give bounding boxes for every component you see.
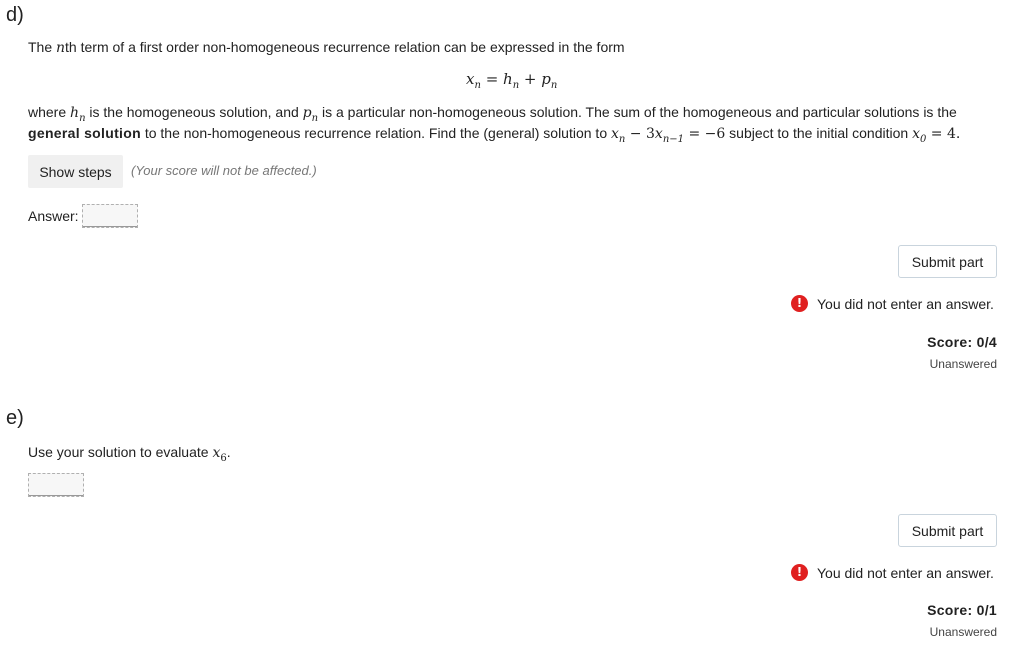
line1-p-sub: n bbox=[311, 112, 319, 124]
formula-h-sub: n bbox=[512, 80, 520, 91]
prompt-period: . bbox=[226, 444, 231, 460]
show-steps-hint: (Your score will not be affected.) bbox=[131, 163, 317, 178]
formula-eq: = bbox=[480, 70, 504, 88]
line1-p: p bbox=[302, 105, 312, 121]
formula-p-sub: n bbox=[550, 80, 558, 91]
part-d-warning-text: You did not enter an answer. bbox=[817, 296, 994, 312]
part-d-intro bbox=[28, 38, 625, 57]
intro-var-n: n bbox=[56, 40, 66, 56]
line1-h: h bbox=[70, 105, 80, 121]
ic-rhs: = 4. bbox=[926, 126, 961, 142]
warning-icon bbox=[791, 295, 808, 312]
warning-glyph: ! bbox=[796, 565, 803, 579]
prompt-x: x bbox=[212, 445, 221, 461]
part-e-warning-text: You did not enter an answer. bbox=[817, 565, 994, 581]
warning-icon bbox=[791, 564, 808, 581]
part-e-answer-input[interactable] bbox=[28, 473, 84, 497]
part-d-submit-button[interactable]: Submit part bbox=[898, 245, 997, 278]
eq-rhs: = −6 bbox=[684, 126, 726, 142]
part-d-score: Score: 0/4 bbox=[927, 334, 997, 350]
eq-x2-sub: n−1 bbox=[662, 133, 684, 145]
prompt-x-sub: 6 bbox=[220, 452, 227, 464]
formula-plus: + bbox=[519, 70, 542, 88]
ic-x-sub: 0 bbox=[919, 133, 927, 145]
general-solution-bold: general solution bbox=[28, 125, 141, 141]
eq-minus: − 3 bbox=[625, 126, 655, 142]
part-d-warning bbox=[791, 295, 808, 313]
line1-text-a: where bbox=[28, 104, 71, 120]
eq-x2: x bbox=[654, 126, 663, 142]
line1-h-sub: n bbox=[79, 112, 86, 124]
part-e-submit-button[interactable]: Submit part bbox=[898, 514, 997, 547]
prompt-text: Use your solution to evaluate bbox=[28, 444, 213, 460]
part-e-status: Unanswered bbox=[929, 625, 997, 639]
formula-x-sub: n bbox=[474, 80, 481, 91]
eq-x: x bbox=[611, 126, 619, 142]
ic-x: x bbox=[912, 126, 920, 142]
line2-text-a: to the non-homogeneous recurrence relation. Find the (general) solution to bbox=[140, 125, 611, 141]
part-d-answer-input[interactable] bbox=[82, 204, 138, 228]
part-d-description-line2 bbox=[28, 124, 960, 149]
part-e-label: e) bbox=[6, 407, 24, 429]
formula-h: h bbox=[503, 70, 513, 88]
part-d-status: Unanswered bbox=[929, 357, 997, 371]
part-d-label: d) bbox=[6, 4, 24, 26]
formula bbox=[466, 70, 557, 95]
intro-text-pre: The bbox=[28, 39, 57, 55]
answer-label: Answer: bbox=[28, 208, 79, 224]
line1-text-c: is a particular non-homogeneous solution. The sum of the homogeneous and particular solutions is the bbox=[318, 104, 957, 120]
eq-x-sub: n bbox=[618, 133, 626, 145]
show-steps-button[interactable]: Show steps bbox=[28, 155, 123, 188]
formula-x: x bbox=[466, 70, 475, 88]
formula-p: p bbox=[541, 70, 551, 88]
part-e-score: Score: 0/1 bbox=[927, 602, 997, 618]
intro-text-post: th term of a first order non-homogeneous recurrence relation can be expressed in the form bbox=[65, 39, 625, 55]
line1-text-b: is the homogeneous solution, and bbox=[85, 104, 303, 120]
part-e-warning bbox=[791, 564, 808, 582]
part-e-prompt bbox=[28, 443, 231, 468]
warning-glyph: ! bbox=[796, 296, 803, 310]
line2-text-b: subject to the initial condition bbox=[725, 125, 913, 141]
